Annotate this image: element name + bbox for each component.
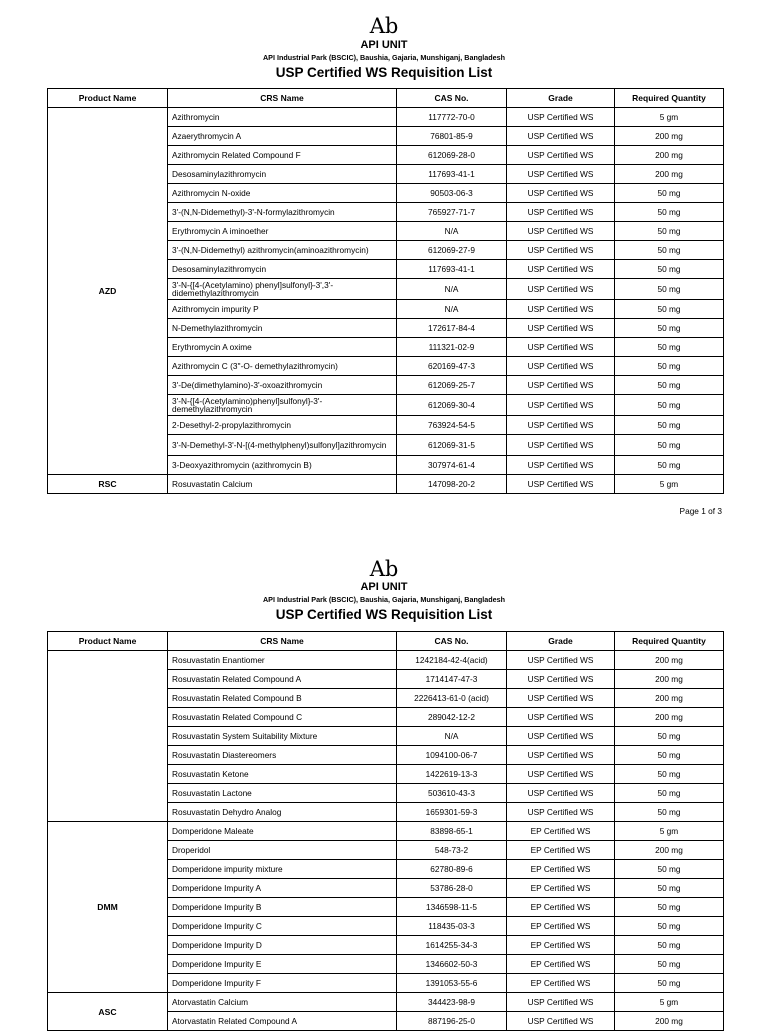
grade-cell: EP Certified WS <box>507 879 615 898</box>
grade-cell: USP Certified WS <box>507 146 615 165</box>
grade-cell: EP Certified WS <box>507 822 615 841</box>
cas-no-cell: 1659301-59-3 <box>397 803 507 822</box>
header-required-quantity: Required Quantity <box>615 89 724 108</box>
quantity-cell: 200 mg <box>615 146 724 165</box>
grade-cell: EP Certified WS <box>507 955 615 974</box>
cas-no-cell: 612069-27-9 <box>397 241 507 260</box>
crs-name-cell: 2-Desethyl-2-propylazithromycin <box>168 416 397 435</box>
quantity-cell: 50 mg <box>615 765 724 784</box>
quantity-cell: 5 gm <box>615 475 724 494</box>
quantity-cell: 50 mg <box>615 784 724 803</box>
crs-name-cell: Rosuvastatin System Suitability Mixture <box>168 727 397 746</box>
grade-cell: USP Certified WS <box>507 279 615 300</box>
quantity-cell: 200 mg <box>615 841 724 860</box>
cas-no-cell: 1391053-55-6 <box>397 974 507 993</box>
crs-name-cell: Domperidone Impurity F <box>168 974 397 993</box>
quantity-cell: 50 mg <box>615 300 724 319</box>
address: API Industrial Park (BSCIC), Baushia, Gajaria, Munshiganj, Bangladesh <box>262 53 506 62</box>
crs-name-cell: Domperidone Maleate <box>168 822 397 841</box>
grade-cell: USP Certified WS <box>507 1012 615 1031</box>
grade-cell: USP Certified WS <box>507 241 615 260</box>
grade-cell: USP Certified WS <box>507 416 615 435</box>
grade-cell: USP Certified WS <box>507 376 615 395</box>
quantity-cell: 50 mg <box>615 917 724 936</box>
quantity-cell: 200 mg <box>615 689 724 708</box>
cas-no-cell: 172617-84-4 <box>397 319 507 338</box>
cas-no-cell: 117693-41-1 <box>397 260 507 279</box>
cas-no-cell: 765927-71-7 <box>397 203 507 222</box>
cas-no-cell: 90503-06-3 <box>397 184 507 203</box>
cas-no-cell: 612069-28-0 <box>397 146 507 165</box>
cas-no-cell: N/A <box>397 279 507 300</box>
grade-cell: USP Certified WS <box>507 108 615 127</box>
crs-name-cell: Rosuvastatin Ketone <box>168 765 397 784</box>
crs-name-cell: 3'-N-Demethyl-3'-N-[(4-methylphenyl)sulfonyl]azithromycin <box>168 435 397 456</box>
header-product-name: Product Name <box>48 632 168 651</box>
quantity-cell: 50 mg <box>615 974 724 993</box>
crs-name-cell: Domperidone Impurity E <box>168 955 397 974</box>
cas-no-cell: 612069-31-5 <box>397 435 507 456</box>
crs-name-cell: N-Demethylazithromycin <box>168 319 397 338</box>
crs-name-cell: 3-Deoxyazithromycin (azithromycin B) <box>168 456 397 475</box>
header-required-quantity: Required Quantity <box>615 632 724 651</box>
crs-name-cell: Droperidol <box>168 841 397 860</box>
crs-name-cell: Desosaminylazithromycin <box>168 260 397 279</box>
table-row <box>48 108 724 127</box>
table-row <box>48 822 724 841</box>
quantity-cell: 50 mg <box>615 279 724 300</box>
cas-no-cell: 503610-43-3 <box>397 784 507 803</box>
cas-no-cell: 118435-03-3 <box>397 917 507 936</box>
cas-no-cell: N/A <box>397 300 507 319</box>
grade-cell: USP Certified WS <box>507 784 615 803</box>
requisition-table <box>47 631 724 1031</box>
cas-no-cell: 289042-12-2 <box>397 708 507 727</box>
product-name-cell: RSC <box>48 475 168 494</box>
quantity-cell: 5 gm <box>615 108 724 127</box>
grade-cell: USP Certified WS <box>507 395 615 416</box>
grade-cell: EP Certified WS <box>507 898 615 917</box>
crs-name-cell: 3'-N-{[4-(Acetylamino) phenyl]sulfonyl}-3',3'-didemethylazithromycin <box>168 279 397 300</box>
grade-cell: USP Certified WS <box>507 260 615 279</box>
product-name-cell <box>48 651 168 822</box>
grade-cell: USP Certified WS <box>507 765 615 784</box>
crs-name-cell: Rosuvastatin Related Compound C <box>168 708 397 727</box>
crs-name-cell: Azithromycin N-oxide <box>168 184 397 203</box>
crs-name-cell: Azithromycin <box>168 108 397 127</box>
grade-cell: EP Certified WS <box>507 841 615 860</box>
quantity-cell: 5 gm <box>615 993 724 1012</box>
quantity-cell: 50 mg <box>615 357 724 376</box>
header-crs-name: CRS Name <box>168 632 397 651</box>
grade-cell: USP Certified WS <box>507 184 615 203</box>
quantity-cell: 50 mg <box>615 746 724 765</box>
unit-name: API UNIT <box>360 39 408 51</box>
crs-name-cell: Domperidone Impurity D <box>168 936 397 955</box>
crs-name-cell: Azithromycin impurity P <box>168 300 397 319</box>
cas-no-cell: 612069-30-4 <box>397 395 507 416</box>
cas-no-cell: 2226413-61-0 (acid) <box>397 689 507 708</box>
page-title: USP Certified WS Requisition List <box>275 65 493 80</box>
cas-no-cell: 620169-47-3 <box>397 357 507 376</box>
header-grade: Grade <box>507 89 615 108</box>
cas-no-cell: 1714147-47-3 <box>397 670 507 689</box>
grade-cell: USP Certified WS <box>507 689 615 708</box>
crs-name-cell: 3'-N-{[4-(Acetylamino)phenyl]sulfonyl}-3'-demethylazithromycin <box>168 395 397 416</box>
cas-no-cell: 111321-02-9 <box>397 338 507 357</box>
crs-name-cell: Atorvastatin Related Compound A <box>168 1012 397 1031</box>
table-header-row <box>48 89 724 108</box>
product-name-cell: AZD <box>48 108 168 475</box>
cas-no-cell: 1242184-42-4(acid) <box>397 651 507 670</box>
grade-cell: EP Certified WS <box>507 917 615 936</box>
crs-name-cell: Domperidone Impurity B <box>168 898 397 917</box>
cas-no-cell: 117772-70-0 <box>397 108 507 127</box>
cas-no-cell: 1614255-34-3 <box>397 936 507 955</box>
crs-name-cell: 3'-De(dimethylamino)-3'-oxoazithromycin <box>168 376 397 395</box>
crs-name-cell: 3'-(N,N-Didemethyl) azithromycin(aminoazithromycin) <box>168 241 397 260</box>
grade-cell: USP Certified WS <box>507 475 615 494</box>
product-name-cell: DMM <box>48 822 168 993</box>
quantity-cell: 50 mg <box>615 456 724 475</box>
quantity-cell: 50 mg <box>615 898 724 917</box>
cas-no-cell: 344423-98-9 <box>397 993 507 1012</box>
requisition-table <box>47 88 724 494</box>
grade-cell: EP Certified WS <box>507 974 615 993</box>
header-cas-no: CAS No. <box>397 89 507 108</box>
header-grade: Grade <box>507 632 615 651</box>
crs-name-cell: Desosaminylazithromycin <box>168 165 397 184</box>
cas-no-cell: N/A <box>397 727 507 746</box>
cas-no-cell: 307974-61-4 <box>397 456 507 475</box>
grade-cell: USP Certified WS <box>507 746 615 765</box>
crs-name-cell: Erythromycin A iminoether <box>168 222 397 241</box>
header-crs-name: CRS Name <box>168 89 397 108</box>
crs-name-cell: Rosuvastatin Enantiomer <box>168 651 397 670</box>
cas-no-cell: 83898-65-1 <box>397 822 507 841</box>
grade-cell: USP Certified WS <box>507 203 615 222</box>
crs-name-cell: Rosuvastatin Lactone <box>168 784 397 803</box>
page-number: Page 1 of 3 <box>679 506 722 516</box>
crs-name-cell: Rosuvastatin Diastereomers <box>168 746 397 765</box>
cas-no-cell: 1346602-50-3 <box>397 955 507 974</box>
grade-cell: EP Certified WS <box>507 936 615 955</box>
company-logo: Ab <box>369 14 399 38</box>
cas-no-cell: 53786-28-0 <box>397 879 507 898</box>
cas-no-cell: 763924-54-5 <box>397 416 507 435</box>
quantity-cell: 5 gm <box>615 822 724 841</box>
table-row <box>48 475 724 494</box>
table-row <box>48 993 724 1012</box>
quantity-cell: 50 mg <box>615 860 724 879</box>
quantity-cell: 200 mg <box>615 165 724 184</box>
crs-name-cell: Domperidone impurity mixture <box>168 860 397 879</box>
quantity-cell: 200 mg <box>615 708 724 727</box>
grade-cell: USP Certified WS <box>507 708 615 727</box>
crs-name-cell: 3'-(N,N-Didemethyl)-3'-N-formylazithromycin <box>168 203 397 222</box>
grade-cell: USP Certified WS <box>507 338 615 357</box>
crs-name-cell: Azithromycin C (3''-O- demethylazithromycin) <box>168 357 397 376</box>
crs-name-cell: Rosuvastatin Calcium <box>168 475 397 494</box>
quantity-cell: 50 mg <box>615 260 724 279</box>
grade-cell: USP Certified WS <box>507 651 615 670</box>
page-title: USP Certified WS Requisition List <box>275 607 493 622</box>
grade-cell: USP Certified WS <box>507 456 615 475</box>
cas-no-cell: 548-73-2 <box>397 841 507 860</box>
unit-name: API UNIT <box>360 581 408 593</box>
cas-no-cell: 612069-25-7 <box>397 376 507 395</box>
grade-cell: USP Certified WS <box>507 670 615 689</box>
header-product-name: Product Name <box>48 89 168 108</box>
quantity-cell: 50 mg <box>615 395 724 416</box>
crs-name-cell: Rosuvastatin Related Compound B <box>168 689 397 708</box>
grade-cell: EP Certified WS <box>507 860 615 879</box>
header-cas-no: CAS No. <box>397 632 507 651</box>
quantity-cell: 200 mg <box>615 670 724 689</box>
quantity-cell: 50 mg <box>615 416 724 435</box>
grade-cell: USP Certified WS <box>507 222 615 241</box>
table-header-row <box>48 632 724 651</box>
quantity-cell: 50 mg <box>615 955 724 974</box>
crs-name-cell: Azithromycin Related Compound F <box>168 146 397 165</box>
quantity-cell: 50 mg <box>615 203 724 222</box>
quantity-cell: 50 mg <box>615 319 724 338</box>
quantity-cell: 50 mg <box>615 936 724 955</box>
grade-cell: USP Certified WS <box>507 319 615 338</box>
cas-no-cell: N/A <box>397 222 507 241</box>
cas-no-cell: 62780-89-6 <box>397 860 507 879</box>
quantity-cell: 50 mg <box>615 338 724 357</box>
quantity-cell: 50 mg <box>615 376 724 395</box>
cas-no-cell: 1422619-13-3 <box>397 765 507 784</box>
crs-name-cell: Erythromycin A oxime <box>168 338 397 357</box>
cas-no-cell: 117693-41-1 <box>397 165 507 184</box>
grade-cell: USP Certified WS <box>507 300 615 319</box>
cas-no-cell: 1346598-11-5 <box>397 898 507 917</box>
crs-name-cell: Domperidone Impurity C <box>168 917 397 936</box>
address: API Industrial Park (BSCIC), Baushia, Gajaria, Munshiganj, Bangladesh <box>262 595 506 604</box>
quantity-cell: 200 mg <box>615 651 724 670</box>
quantity-cell: 200 mg <box>615 1012 724 1031</box>
quantity-cell: 200 mg <box>615 127 724 146</box>
grade-cell: USP Certified WS <box>507 165 615 184</box>
cas-no-cell: 147098-20-2 <box>397 475 507 494</box>
company-logo: Ab <box>369 557 399 581</box>
crs-name-cell: Rosuvastatin Related Compound A <box>168 670 397 689</box>
grade-cell: USP Certified WS <box>507 357 615 376</box>
crs-name-cell: Domperidone Impurity A <box>168 879 397 898</box>
crs-name-cell: Atorvastatin Calcium <box>168 993 397 1012</box>
cas-no-cell: 1094100-06-7 <box>397 746 507 765</box>
grade-cell: USP Certified WS <box>507 803 615 822</box>
cas-no-cell: 887196-25-0 <box>397 1012 507 1031</box>
quantity-cell: 50 mg <box>615 727 724 746</box>
quantity-cell: 50 mg <box>615 435 724 456</box>
table-row <box>48 651 724 670</box>
quantity-cell: 50 mg <box>615 222 724 241</box>
quantity-cell: 50 mg <box>615 879 724 898</box>
grade-cell: USP Certified WS <box>507 127 615 146</box>
product-name-cell: ASC <box>48 993 168 1031</box>
grade-cell: USP Certified WS <box>507 727 615 746</box>
crs-name-cell: Azaerythromycin A <box>168 127 397 146</box>
cas-no-cell: 76801-85-9 <box>397 127 507 146</box>
quantity-cell: 50 mg <box>615 241 724 260</box>
quantity-cell: 50 mg <box>615 803 724 822</box>
grade-cell: USP Certified WS <box>507 993 615 1012</box>
quantity-cell: 50 mg <box>615 184 724 203</box>
crs-name-cell: Rosuvastatin Dehydro Analog <box>168 803 397 822</box>
grade-cell: USP Certified WS <box>507 435 615 456</box>
